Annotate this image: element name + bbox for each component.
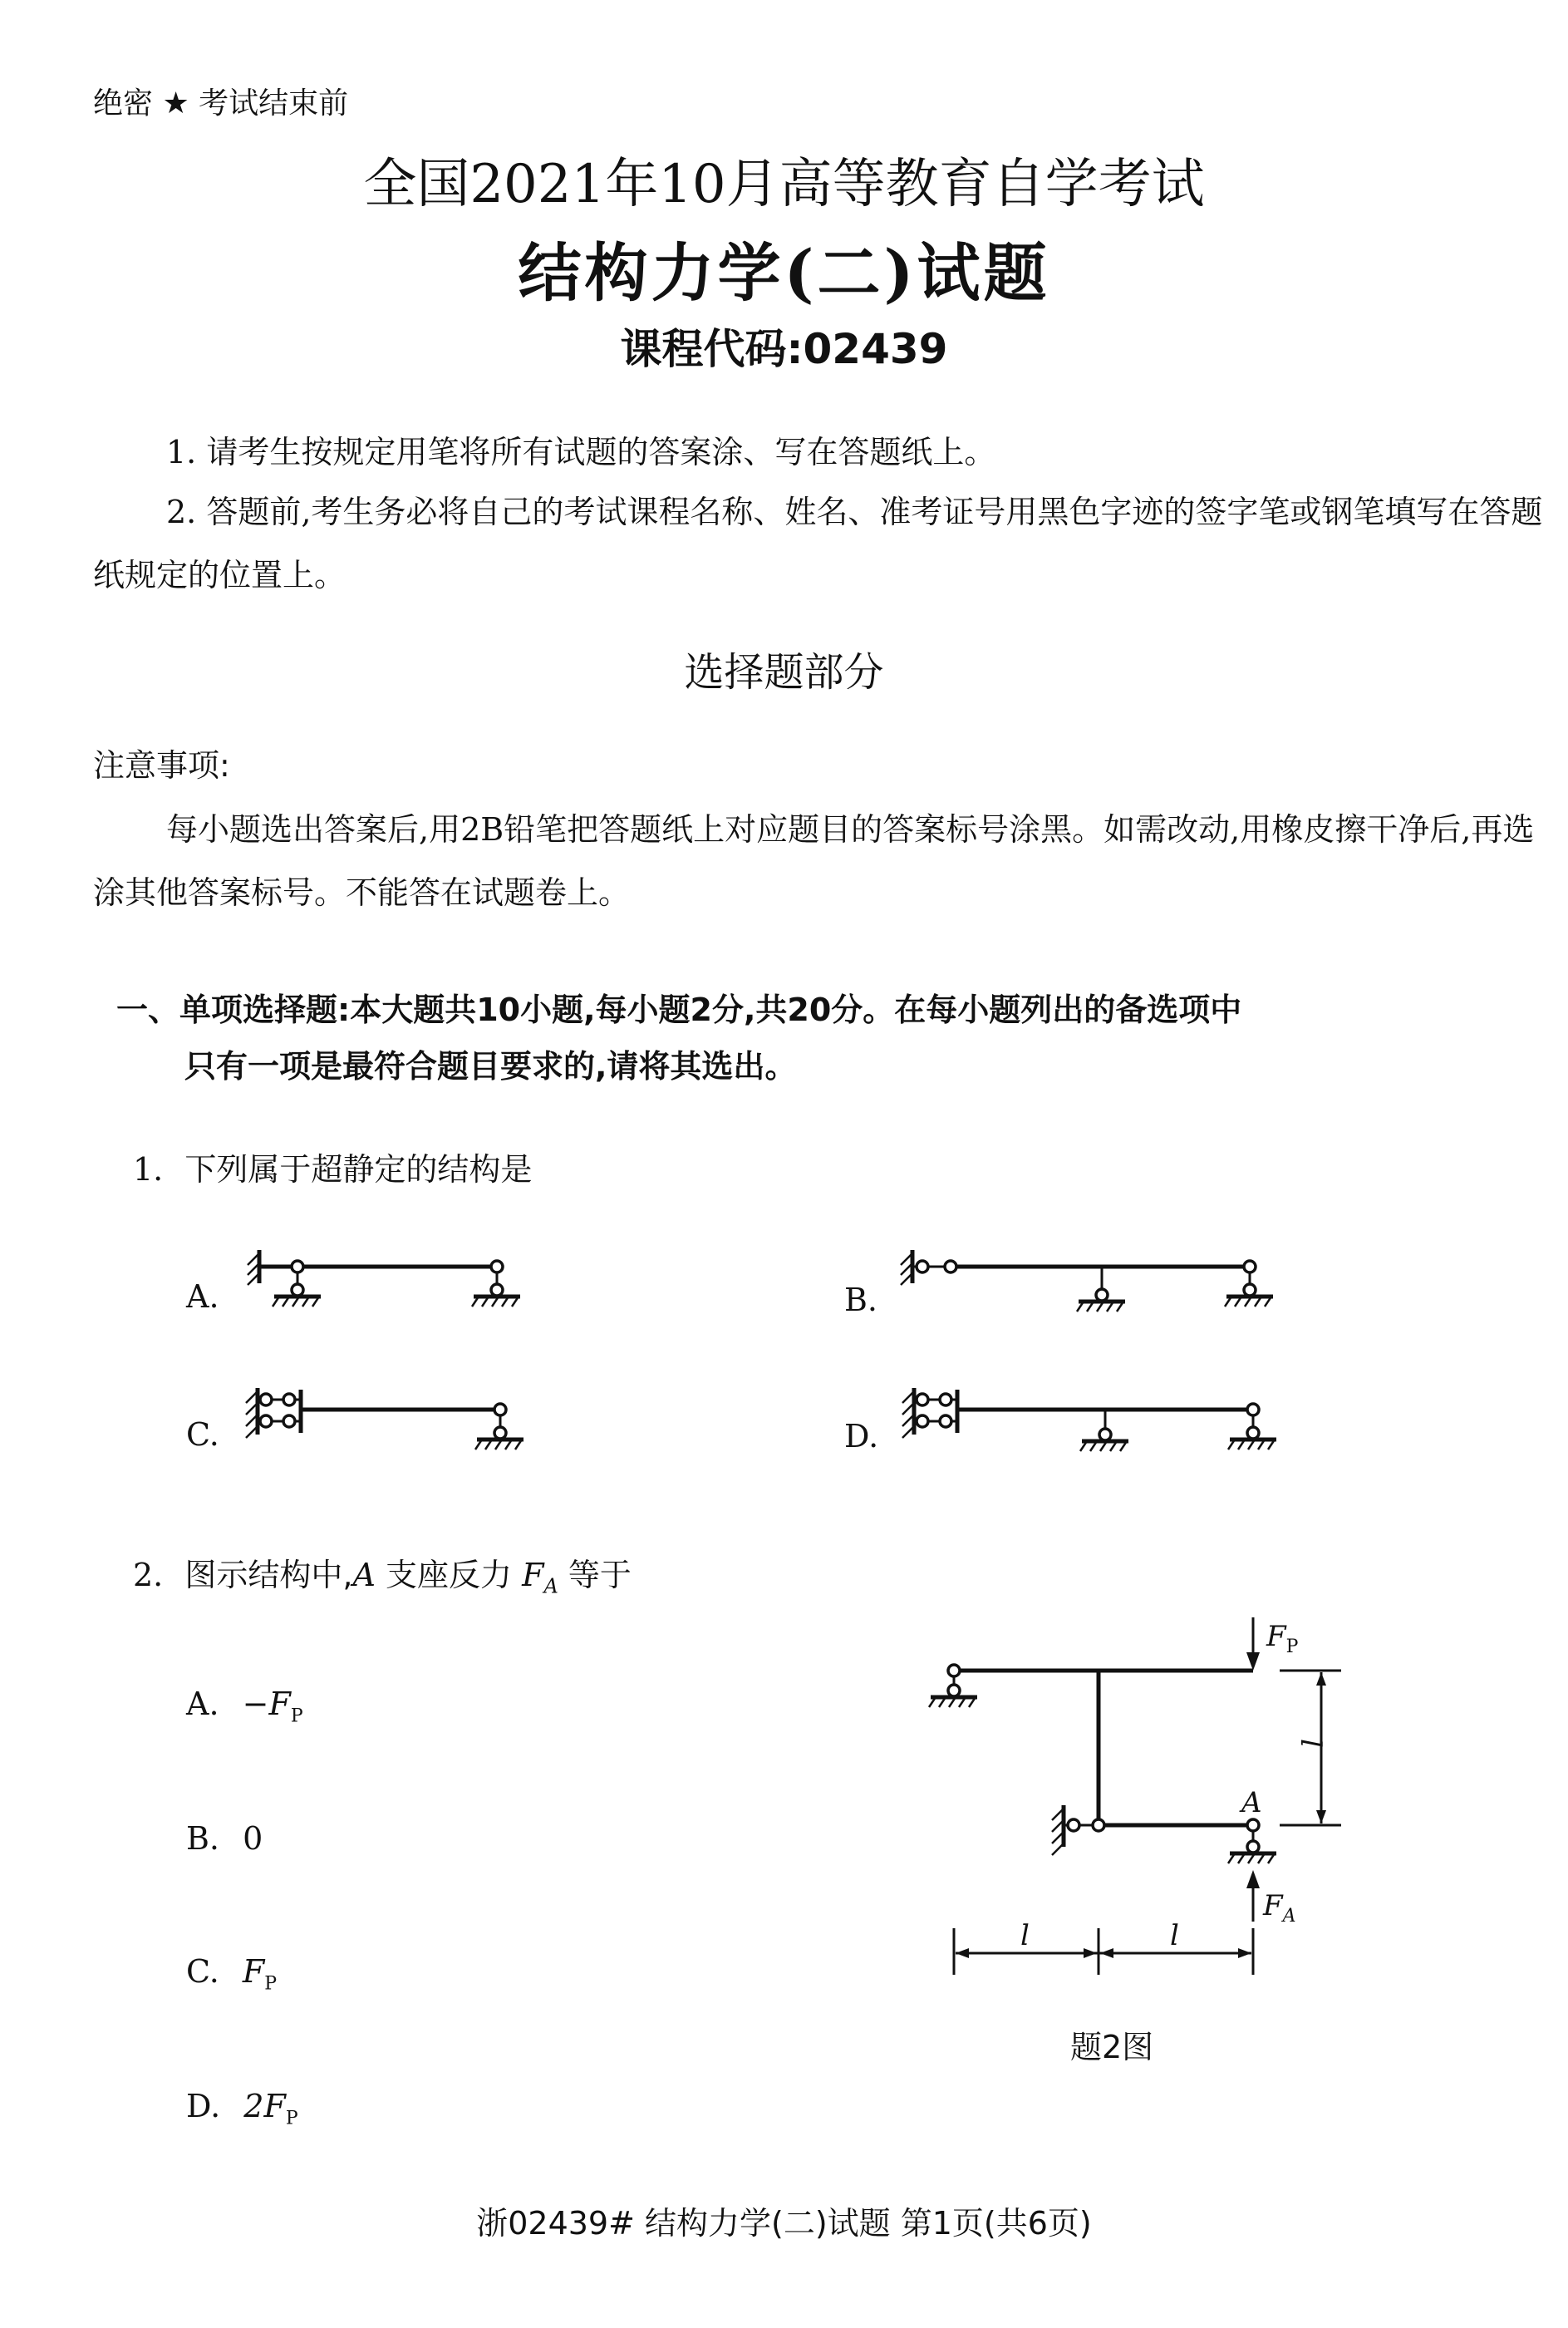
notes-heading: 注意事项: [93,747,230,784]
hinge [292,1284,303,1296]
question-number: 2. [133,1557,164,1593]
dim-label-right: l [1170,1919,1179,1952]
q2-option-c [186,1953,277,1995]
q1-option-a-diagram [241,1247,540,1355]
hinge [1247,1841,1259,1853]
q2-option-a [186,1686,303,1727]
option-subscript: P [285,2108,298,2129]
reaction-subscript: A [543,1574,558,1598]
question-2-figure [914,1579,1379,2045]
q1-option-d-letter: D. [844,1418,879,1454]
load-label: $F_P$ [1266,1620,1299,1657]
figure-caption: 题2图 [1070,2029,1154,2065]
hinge [1247,1404,1259,1415]
part1-heading-line1: 一、单项选择题:本大题共10小题,每小题2分,共20分。在每小题列出的备选项中 [116,992,1242,1028]
question-2 [133,1549,632,1598]
reaction-label: $F_A$ [1263,1889,1296,1927]
hinge [1099,1429,1111,1440]
option-letter: D. [186,2088,221,2124]
hinge [1247,1427,1259,1439]
confidential-label: 绝密 ★ 考试结束前 [93,86,349,121]
hinge [1093,1819,1104,1831]
q1-option-c-letter: C. [186,1416,219,1453]
hinge [1247,1819,1259,1831]
hinge [940,1394,951,1405]
dim-label-left: l [1020,1919,1030,1952]
option-letter: C. [186,1953,219,1990]
hinge [917,1394,928,1405]
reaction-symbol: F [522,1557,544,1593]
point-a-ref: A [352,1557,376,1593]
question-1 [133,1144,532,1189]
hinge [945,1261,956,1272]
dim-arrowhead [1316,1810,1326,1824]
dim-label-vertical: l [1294,1739,1327,1748]
hinge [491,1284,503,1296]
question-number: 1. [133,1151,164,1188]
q1-option-a-letter: A. [186,1278,219,1315]
option-subscript: P [290,1705,303,1727]
option-value: −F [242,1686,291,1722]
hinge [1068,1819,1079,1831]
reaction-arrowhead [1246,1870,1260,1888]
hinge [494,1427,506,1439]
question-stem: 下列属于超静定的结构是 [184,1151,533,1188]
load-arrowhead [1246,1652,1260,1671]
q2-option-d [186,2088,298,2129]
hinge [948,1685,960,1696]
course-code: 课程代码:02439 [620,325,948,373]
dim-arrowhead [1238,1948,1251,1958]
question-stem-part: 图示结构中, [184,1557,353,1593]
hinge [491,1261,503,1272]
dim-arrowhead [956,1948,969,1958]
hinge [940,1415,951,1427]
hinge [948,1665,960,1676]
option-value: 0 [243,1820,263,1857]
q1-option-c-diagram [241,1385,540,1493]
q2-option-b [186,1820,263,1857]
hinge [292,1261,303,1272]
q1-option-d-diagram [897,1385,1280,1493]
hinge [1244,1284,1256,1296]
support-a-label: A [1241,1786,1262,1819]
hinge [283,1394,295,1405]
dim-arrowhead [1316,1672,1326,1686]
q1-option-b-diagram [897,1247,1280,1355]
option-value: F [242,1953,265,1990]
hinge [917,1261,928,1272]
question-stem-part: 支座反力 [386,1557,513,1593]
dim-arrowhead [1100,1948,1113,1958]
q1-option-b-letter: B. [844,1282,878,1318]
notes-body: 每小题选出答案后,用2B铅笔把答题纸上对应题目的答案标号涂黑。如需改动,用橡皮擦干净后,再选涂其他答案标号。不能答在试题卷上。 [93,811,1535,911]
instruction-1: 1. 请考生按规定用笔将所有试题的答案涂、写在答题纸上。 [166,434,996,470]
part1-heading-line2: 只有一项是最符合题目要求的,请将其选出。 [184,1048,797,1085]
option-value: 2F [243,2088,286,2124]
instruction-2: 2. 答题前,考生务必将自己的考试课程名称、姓名、准考证号用黑色字迹的签字笔或钢笔填写在答题纸规定的位置上。 [93,494,1543,593]
hinge [1244,1261,1256,1272]
option-letter: B. [186,1820,220,1857]
hinge [494,1404,506,1415]
exam-title: 全国2021年10月高等教育自学考试 [363,154,1205,215]
question-stem-part: 等于 [568,1557,632,1593]
option-subscript: P [264,1973,278,1995]
dim-arrowhead [1084,1948,1097,1958]
page-footer: 浙02439# 结构力学(二)试题 第1页(共6页) [476,2205,1092,2242]
hinge [283,1415,295,1427]
section-title: 选择题部分 [684,649,884,696]
hinge [260,1415,272,1427]
hinge [1096,1289,1108,1301]
subject-title: 结构力学(二)试题 [518,236,1050,310]
hinge [260,1394,272,1405]
option-letter: A. [186,1686,219,1722]
hinge [917,1415,928,1427]
